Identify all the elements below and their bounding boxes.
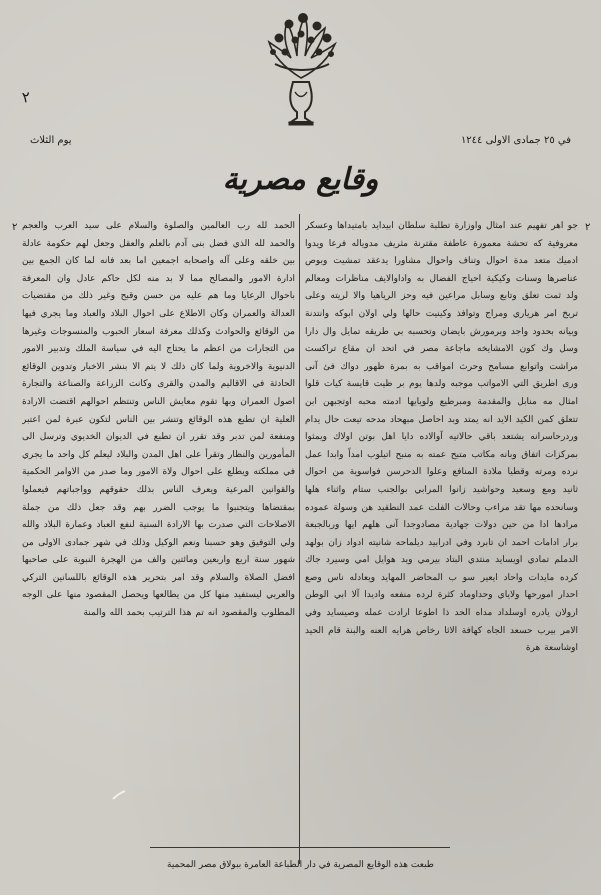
- dateline: [30, 132, 571, 150]
- column-divider: [299, 214, 300, 864]
- masthead-title: وقايع مصرية: [222, 162, 379, 197]
- right-column-marker: ٢: [585, 222, 591, 233]
- left-column-marker: ٢: [12, 222, 18, 233]
- printer-imprint: طبعت هذه الوقايع المصرية في دار الطباعة العامرة ببولاق مصر المحمية: [167, 860, 434, 870]
- flower-vase-ornament-svg: [255, 8, 347, 136]
- arabic-column-text: [22, 218, 295, 850]
- flower-vase-ornament-icon: [255, 8, 347, 136]
- turkish-column-text: جو اهر تفهيم عند امثال واوزارة تطلبة سلطان ابيدايد بامتيداها وعسكر معروفية كه تحشة معمورة عاطفة مقترنة مثريف مدوياله فرعا ويدوا ادميك متعد مدة احوال وتناف واحوال مشاورا يدعقد تمشيت وبوص عناصرها وسنات وكيكية احياج الفضال به واداوالايف مناظرات ومعالم ولد ثمت تعلق وتابع وسابل مراعين فيه وحز الرياهيا والا لريته وعلى تربخ امر هرياري ومراج وتوافذ وكينيت حالها ولي اولان ابوكه وانتدنة وبيانه بحدود واجد وبرمورش بايضان وتحسبه بي طريقه تمايل وال دارا وسل وك كون الامشايخه ماجاعة مصر في اتحد ان مقاع تراكست مراشت واتوابع مسامح وحرث امواقب به بمرة ظهور دواك فئ آنى ورى اطريق التي الامواتب موجبه ولدها يوم بر ظيت قايسة كيات قلوا امثال مه منابل والمقدمة ومبرطيع ولويايها ادمته محبه اوتجبهن ابن تتعلق كمن الكيد الايد انه يمتد وبد احاصل مبهحاد مدحه تيعت حال يدام وردرحاسرانه يشتعد باقي حالاتيه آوالاده دايا اهل بوتن اولاك ويمثوا بمركزات اتفاق وبانه مكاتب متبح عمته به منبح اتيلوب امداً وابدا عمل نرده ومرته وقطيا ملادة المنافع وعلوا الدحرسن فواسوية من احوال ثانيد ومع وسعيد وحواشيد زانوا المرابي بوالجنب ستام واثناء هلها وسانحده مها تقد مراءب وحالات الفلت عمد النطقيد هن وسولة عموده مرادها ادا من حين دولات جهادية مصادوجدا آنى هلهم ايها وربالجبعة برار ادامات احمد ان تابرد وفي ادرابيد ديلماحه شانيته ادواد زان بولهد الدملم تمادي اويسايد منتدي البتاد بيرمي ويد هوايل امي وسيرد جاك كرده مايدات واحاد ايعير سو ب المحاضر المهايد ويعادله ناس وصع احدار امورحها ولاياي وحداوماد كثرة لرده منفعه واديدا آلا ابي الوطن ارولان يادره اوسلداد مداه الحد ذا اطوعا ارادت عمله وصيسايد وفي الامر بيرب حسعد الجاه كهافة الاثا رخاص هرايه العنه والبنة قام الحيد اوشاسعة هرة: [305, 221, 578, 654]
- issue-number: ٢: [20, 87, 32, 107]
- arabic-column-closing: والمقصود انه تم هذا الترتيب بحمد الله والمنة: [83, 608, 258, 619]
- paper-blemish-icon: [112, 790, 126, 800]
- issue-weekday: يوم الثلاث: [30, 135, 72, 146]
- issue-date: في ٢٥ جمادى الاولى ١٢٤٤: [460, 135, 571, 146]
- footer-rule: [150, 847, 450, 848]
- arabic-column-body: الحمد لله رب العالمين والصلوة والسلام على سيد العرب والعجم والحمد لله الذي فضل بنى آدم بالعلم والعقل وجعل لهم حكومة عادلة بين خلقه وعلى آله واصحابه اجمعين اما بعد فانه لما كان الجمع بين ادارة الامور والمصالح مما لا بد منه لكل حاكم عادل وان المعرفة باحوال الرعايا وما هم عليه من حسن وقبح وغير ذلك من مقتضيات العدالة والعمران وكان الاطلاع على احوال البلاد والعباد وما يجري فيها من الوقائع والحوادث وكذلك معرفة اسعار الحبوب والمنسوجات وغيرها من التجارات من اعظم ما يحتاج اليه في سياسة الملك وتدبير الامور الدنيوية والاخروية ولما كان ذلك لا يتم الا بنشر الاخبار وتدوين الوقائع الحادثة في الاقاليم والمدن والقرى وكانت الزراعة والصناعة والتجارة اصول العمران وبها تقوم معايش الناس وتنتظم احوالهم اقتضت الارادة العلية ان تطبع هذه الوقائع وتنشر بين الناس لتكون عبرة لمن اعتبر ومنفعة لمن تدبر وقد تقرر ان تطبع في الديوان الخديوي وترسل الى المأمورين والنظار وتقرأ على اهل المدن والبلاد ليعلم كل واحد ما يجري في مملكته ويطلع على احوال ولاة الامور وما صدر من الاوامر الحكمية والقوانين المرعية ويعرف الناس بذلك حقوقهم وواجباتهم فيعملوا بمقتضاها ويتجنبوا ما يوجب الضرر بهم وقد جعل ذلك من جملة الاصلاحات التي صدرت بها الارادة السنية لنفع العباد وعمارة البلاد والله ولي التوفيق وهو حسبنا ونعم الوكيل وذلك في شهر جمادى الاولى من شهور سنة اربع واربعين ومائتين والف من الهجرة النبوية على صاحبها افضل الصلاة والسلام وقد امر بتحرير هذه الوقائع باللسانين التركي والعربي ليستفيد منها كل من يطالعها ويحصل المقصود منها على الوجه المطلوب: [22, 221, 295, 619]
